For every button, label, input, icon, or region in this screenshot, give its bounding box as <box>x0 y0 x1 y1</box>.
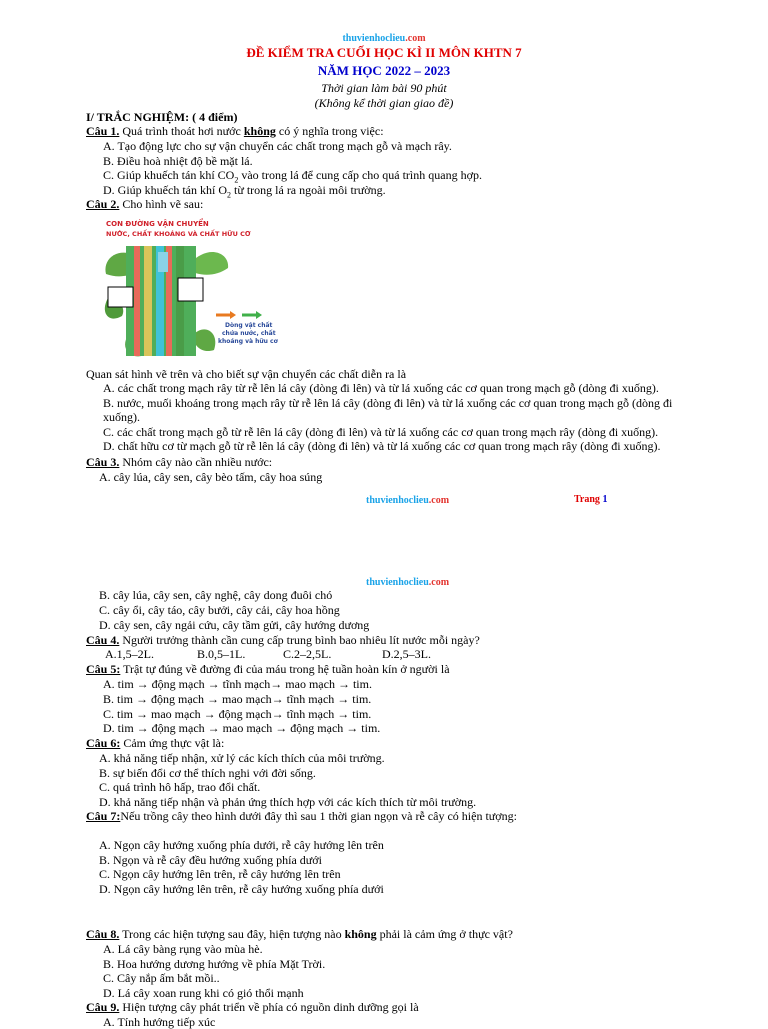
site-watermark-page2: thuvienhoclieu.com <box>366 577 450 588</box>
question-8: Câu 8. Trong các hiện tượng sau đây, hiện tượng nào không phải là cảm ứng ở thực vật? <box>86 927 513 941</box>
q2-option-b: B. nước, muối khoáng trong mạch rây từ rễ lên lá cây (dòng đi lên) và từ lá xuống các cơ quan trong mạch gỗ (dòng đi <box>103 396 673 410</box>
q8-option-d: D. Lá cây xoan rung khi có gió thổi mạnh <box>103 986 304 1000</box>
q6-option-a: A. khả năng tiếp nhận, xử lý các kích thích của môi trường. <box>99 751 385 765</box>
q9-option-a: A. Tính hướng tiếp xúc <box>103 1015 216 1029</box>
q1-option-b: B. Điều hoà nhiệt độ bề mặt lá. <box>103 154 253 168</box>
question-2: Câu 2. Cho hình vẽ sau: <box>86 197 204 211</box>
q2-option-d: D. chất hữu cơ từ mạch gỗ từ rễ lên lá cây (dòng đi lên) và từ lá xuống các cơ quan trong mạch rây (dòng đi xuống). <box>103 439 661 453</box>
svg-text:CON ĐƯỜNG VẬN CHUYỂN: CON ĐƯỜNG VẬN CHUYỂN <box>106 220 209 228</box>
q2-option-a: A. các chất trong mạch rây từ rễ lên lá cây (dòng đi lên) và từ lá xuống các cơ quan trong mạch gỗ (dòng đi xuống). <box>103 381 659 395</box>
svg-text:khoáng và hữu cơ: khoáng và hữu cơ <box>218 338 278 345</box>
section-heading: I/ TRẮC NGHIỆM: ( 4 điểm) <box>86 110 238 124</box>
question-9: Câu 9. Hiện tượng cây phát triển về phía có nguồn dinh dưỡng gọi là <box>86 1000 419 1014</box>
plant-transport-figure <box>100 212 296 364</box>
question-5: Câu 5: Trật tự đúng về đường đi của máu trong hệ tuần hoàn kín ở người là <box>86 662 450 676</box>
q4-option-d: D.2,5–3L. <box>382 647 431 661</box>
q4-option-c: C.2–2,5L. <box>283 647 332 661</box>
question-6: Câu 6: Cảm ứng thực vật là: <box>86 736 225 750</box>
page-number: Trang 1 <box>574 494 608 505</box>
exam-duration-note: (Không kể thời gian giao đề) <box>314 96 454 110</box>
q2-option-b-cont: xuống). <box>103 410 140 424</box>
exam-title: ĐỀ KIỂM TRA CUỐI HỌC KÌ II MÔN KHTN 7 <box>246 45 522 60</box>
question-1: Câu 1. Quá trình thoát hơi nước không có ý nghĩa trong việc: <box>86 124 384 138</box>
q7-option-a: A. Ngọn cây hướng xuống phía dưới, rễ cây hướng lên trên <box>99 838 384 852</box>
q3-option-b: B. cây lúa, cây sen, cây nghệ, cây dong đuôi chó <box>99 588 333 602</box>
svg-text:NƯỚC, CHẤT KHOÁNG VÀ CHẤT HỮU: NƯỚC, CHẤT KHOÁNG VÀ CHẤT HỮU CƠ <box>106 230 251 238</box>
q5-option-b: B. tim → động mạch → mao mạch→ tĩnh mạch → tim. <box>103 692 372 706</box>
q2-stem: Quan sát hình vẽ trên và cho biết sự vận chuyển các chất diễn ra là <box>86 367 407 381</box>
q7-option-d: D. Ngọn cây hướng lên trên, rễ cây hướng xuống phía dưới <box>99 882 384 896</box>
site-watermark-top: thuvienhoclieu.com <box>342 33 426 44</box>
svg-text:Dòng vật chất: Dòng vật chất <box>225 322 273 329</box>
question-3: Câu 3. Nhóm cây nào cần nhiều nước: <box>86 455 273 469</box>
q5-option-c: C. tim → mao mạch → động mạch→ tĩnh mạch → tim. <box>103 707 372 721</box>
q1-option-c: C. Giúp khuếch tán khí $CO_2$ vào trong lá để cung cấp cho quá trình quang hợp. <box>103 168 482 185</box>
question-7: Câu 7:Nếu trồng cây theo hình dưới đây thì sau 1 thời gian ngọn và rễ cây có hiện tượng: <box>86 809 517 823</box>
q4-option-b: B.0,5–1L. <box>197 647 246 661</box>
q5-option-a: A. tim → động mạch → tĩnh mạch→ mao mạch → tim. <box>103 677 372 691</box>
q8-option-c: C. Cây nắp ấm bắt mồi.. <box>103 971 220 985</box>
q5-option-d: D. tim → động mạch → mao mạch → động mạch → tim. <box>103 721 381 735</box>
site-watermark-footer: thuvienhoclieu.com <box>366 495 450 506</box>
q1-option-d: D. Giúp khuếch tán khí $O_2$ từ trong lá ra ngoài môi trường. <box>103 183 386 200</box>
q3-option-d: D. cây sen, cây ngải cứu, cây tầm gửi, cây hướng dương <box>99 618 370 632</box>
svg-text:chứa nước, chất: chứa nước, chất <box>222 330 276 337</box>
q3-option-a: A. cây lúa, cây sen, cây bèo tấm, cây hoa súng <box>99 470 323 484</box>
q2-option-c: C. các chất trong mạch gỗ từ rễ lên lá cây (dòng đi lên) và từ lá xuống các cơ quan trong mạch rây (dòng đi xuống). <box>103 425 659 439</box>
q7-option-c: C. Ngọn cây hướng lên trên, rễ cây hướng lên trên <box>99 867 341 881</box>
school-year: NĂM HỌC 2022 – 2023 <box>317 63 451 78</box>
q6-option-c: C. quá trình hô hấp, trao đổi chất. <box>99 780 261 794</box>
q6-option-b: B. sự biến đổi cơ thể thích nghi với đời sống. <box>99 766 316 780</box>
q3-option-c: C. cây ổi, cây táo, cây bưởi, cây cải, cây hoa hồng <box>99 603 340 617</box>
exam-duration: Thời gian làm bài 90 phút <box>321 81 447 95</box>
q8-option-b: B. Hoa hướng dương hướng về phía Mặt Trời. <box>103 957 326 971</box>
q7-option-b: B. Ngọn và rễ cây đều hướng xuống phía dưới <box>99 853 322 867</box>
plant-stem-illustration <box>100 212 296 364</box>
question-4: Câu 4. Người trưởng thành cần cung cấp trung bình bao nhiêu lít nước mỗi ngày? <box>86 633 480 647</box>
q4-option-a: A.1,5–2L. <box>105 647 154 661</box>
q8-option-a: A. Lá cây bàng rụng vào mùa hè. <box>103 942 263 956</box>
q1-option-a: A. Tạo động lực cho sự vận chuyển các chất trong mạch gỗ và mạch rây. <box>103 139 452 153</box>
q6-option-d: D. khả năng tiếp nhận và phản ứng thích hợp với các kích thích từ môi trường. <box>99 795 477 809</box>
